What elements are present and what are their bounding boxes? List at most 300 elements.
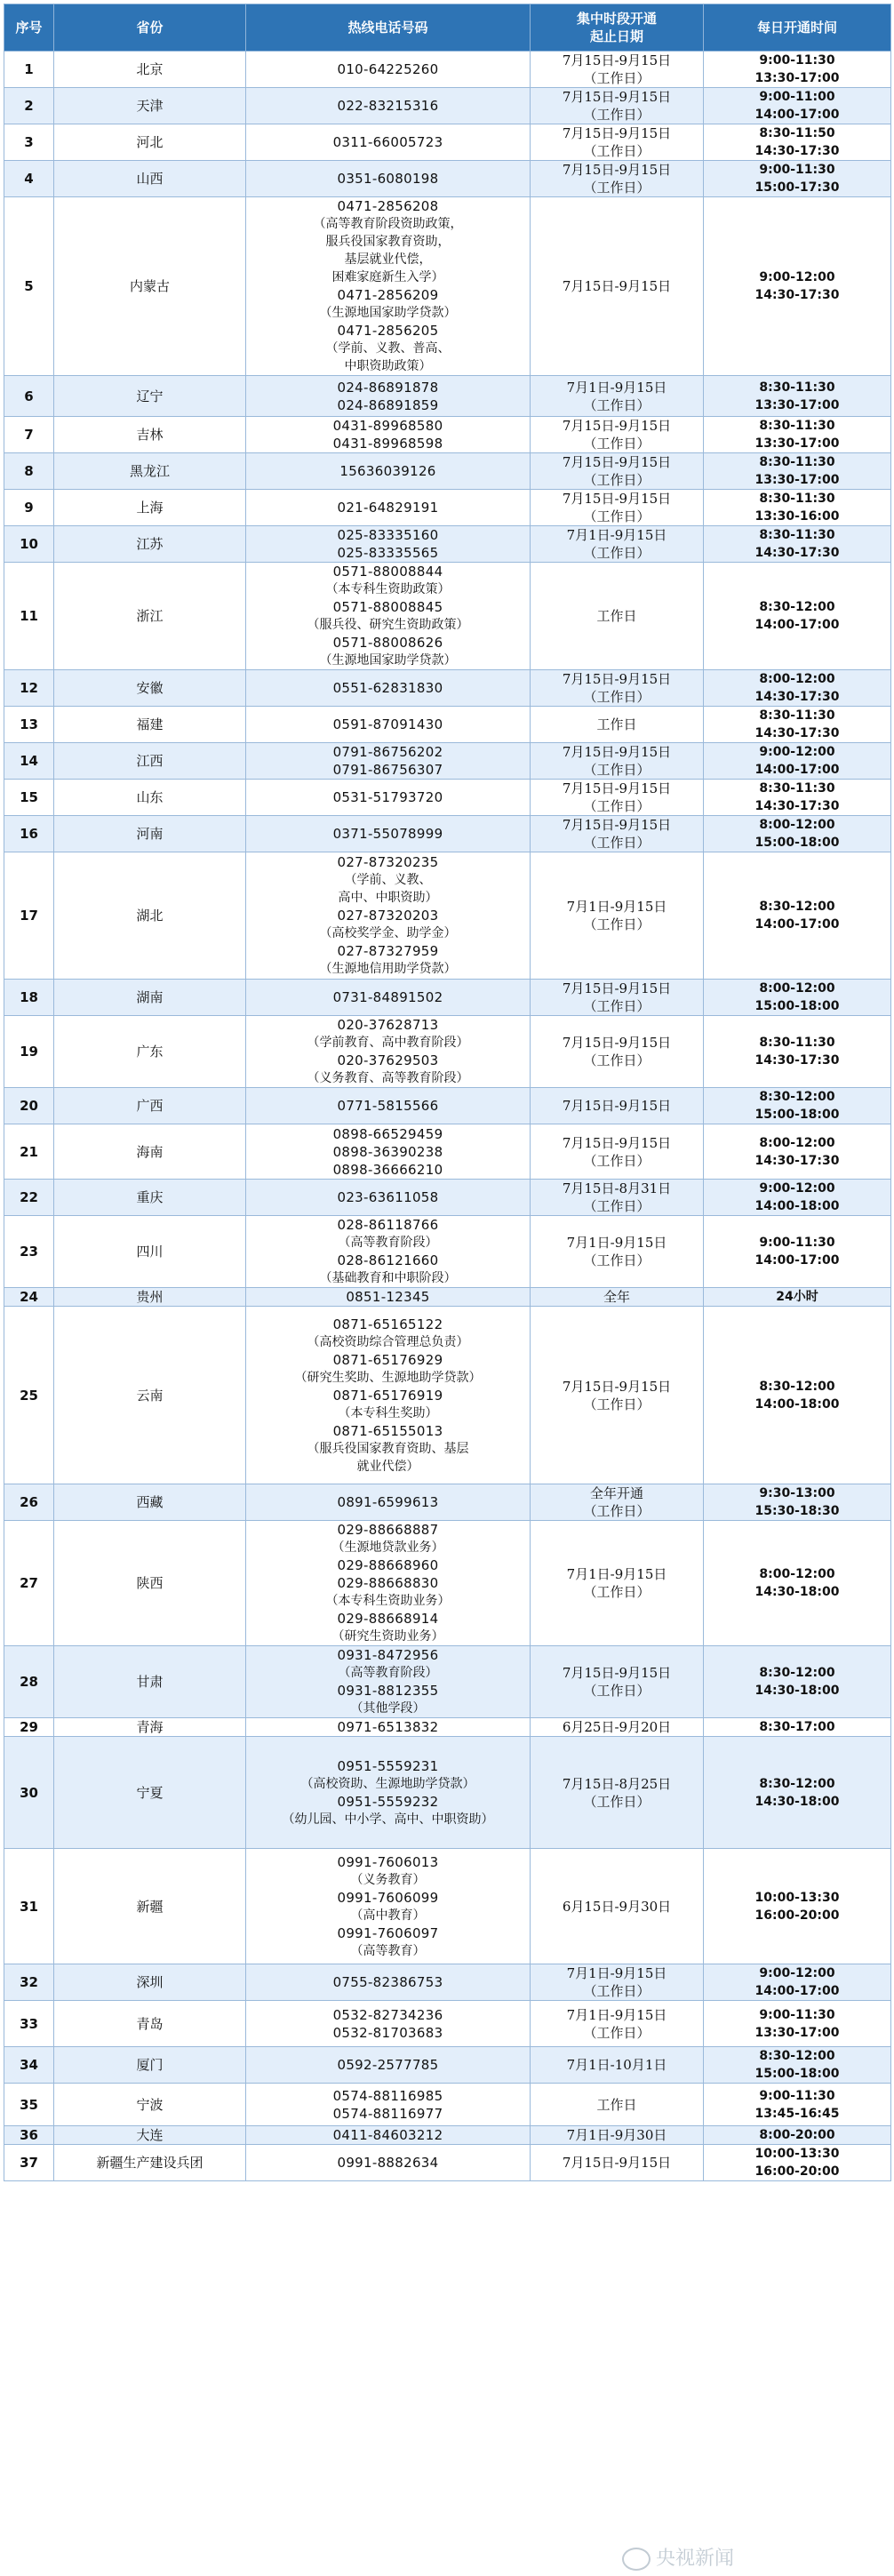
phone-cell-line: 0431-89968580: [332, 418, 443, 434]
phone-cell-line: （学前、义教、普高、: [325, 341, 451, 356]
phone-cell-line: 0891-6599613: [337, 1494, 439, 1510]
phone-cell-line: （研究生奖助、生源地助学贷款）: [294, 1370, 482, 1385]
hours-cell-line: 14:30-17:30: [754, 546, 840, 560]
hours-cell-line: 9:00-11:00: [759, 90, 835, 104]
province-cell: [54, 1180, 246, 1216]
phone-cell-line: （生源地国家助学贷款）: [319, 306, 457, 320]
hours-cell-line: 8:00-12:00: [759, 818, 835, 832]
province-cell: [54, 453, 246, 490]
period-cell-line: （工作日）: [583, 1396, 651, 1412]
period-cell-line: （工作日）: [583, 1584, 651, 1600]
province-cell-line: 新疆: [136, 1898, 164, 1915]
hours-cell-line: 9:00-11:30: [759, 163, 835, 177]
hours-cell-line: 14:30-17:30: [754, 144, 840, 158]
phone-cell-line: 15636039126: [339, 463, 436, 479]
hours-cell: [704, 1964, 891, 2001]
row-number-line: 16: [20, 826, 38, 842]
province-cell: [54, 1124, 246, 1180]
period-cell: [531, 417, 704, 453]
table-row: [4, 526, 891, 563]
phone-cell-line: 027-87327959: [337, 943, 439, 959]
period-cell: [531, 526, 704, 563]
row-number-line: 14: [20, 753, 38, 769]
hours-cell-line: 14:30-17:30: [754, 690, 840, 704]
period-cell-line: （工作日）: [583, 180, 651, 196]
province-cell: [54, 852, 246, 980]
hours-cell-line: 15:00-17:30: [754, 180, 840, 195]
period-cell: [531, 1180, 704, 1216]
phone-cell-line: 0532-81703683: [332, 2024, 443, 2041]
period-cell: [531, 1718, 704, 1737]
row-number-line: 26: [20, 1494, 38, 1510]
phone-cell-line: 0951-5559231: [337, 1757, 439, 1774]
hours-cell-line: 13:30-17:00: [754, 2025, 840, 2040]
period-cell-line: 7月1日-9月15日: [566, 527, 667, 543]
phone-cell-line: 0931-8812355: [337, 1683, 439, 1699]
period-cell-line: 7月15日-9月15日: [562, 162, 672, 178]
province-cell: [54, 2047, 246, 2084]
phone-cell-line: 0371-55078999: [332, 826, 443, 842]
province-cell-line: 新疆生产建设兵团: [96, 2155, 204, 2171]
phone-cell: [246, 1521, 531, 1646]
row-number-line: 37: [20, 2155, 38, 2171]
phone-cell-line: 0574-88116977: [332, 2105, 443, 2122]
table-row: [4, 1484, 891, 1521]
phone-cell-line: 0311-66005723: [332, 134, 443, 150]
row-number-line: 5: [24, 278, 34, 294]
phone-cell: [246, 1484, 531, 1521]
period-cell: [531, 2145, 704, 2181]
hours-cell-line: 14:30-17:30: [754, 799, 840, 813]
hours-cell: [704, 670, 891, 707]
phone-cell: [246, 1216, 531, 1288]
hours-cell: [704, 490, 891, 526]
row-number-line: 33: [20, 2015, 38, 2032]
period-cell-line: 7月15日-9月15日: [562, 454, 672, 470]
hours-cell: [704, 1646, 891, 1718]
table-row: [4, 1216, 891, 1288]
phone-cell-line: 0791-86756202: [332, 744, 443, 760]
row-number: [4, 88, 54, 124]
hours-cell: [704, 1718, 891, 1737]
hours-cell: [704, 453, 891, 490]
province-cell: [54, 743, 246, 780]
period-cell: [531, 1088, 704, 1124]
hours-cell-line: 9:00-12:00: [759, 1181, 835, 1196]
phone-cell-line: 0431-89968598: [332, 436, 443, 452]
period-cell-line: 7月1日-9月15日: [566, 379, 667, 396]
hours-cell: [704, 124, 891, 161]
hours-cell-line: 15:00-18:00: [754, 1108, 840, 1122]
province-cell-line: 贵州: [136, 1289, 164, 1305]
row-number: [4, 526, 54, 563]
row-number-line: 7: [24, 427, 34, 443]
hours-cell: [704, 417, 891, 453]
province-cell-line: 青海: [136, 1719, 164, 1735]
phone-cell-line: （义务教育）: [350, 1872, 426, 1887]
phone-cell-line: （基础教育和中职阶段）: [319, 1271, 457, 1285]
province-cell-line: 湖南: [136, 989, 164, 1005]
table-row: [4, 52, 891, 88]
phone-cell-line: 029-88668914: [337, 1611, 439, 1627]
period-cell-line: （工作日）: [583, 998, 651, 1014]
period-cell: [531, 852, 704, 980]
hours-cell-line: 14:00-17:00: [754, 108, 840, 122]
period-cell-line: 7月15日-9月15日: [562, 1665, 672, 1681]
row-number: [4, 161, 54, 197]
row-number-line: 12: [20, 680, 38, 696]
hours-cell-line: 8:00-12:00: [759, 981, 835, 996]
hours-cell-line: 8:30-11:30: [759, 528, 835, 542]
province-cell: [54, 1737, 246, 1849]
province-cell: [54, 1964, 246, 2001]
hours-cell-line: 15:30-18:30: [754, 1504, 840, 1518]
row-number-line: 9: [24, 500, 34, 516]
row-number: [4, 1964, 54, 2001]
hours-cell: [704, 88, 891, 124]
table-row: [4, 88, 891, 124]
row-number-line: 4: [24, 171, 34, 187]
phone-cell-line: 027-87320235: [337, 854, 439, 870]
period-cell-line: （工作日）: [583, 143, 651, 159]
province-cell: [54, 1088, 246, 1124]
period-cell-line: 6月25日-9月20日: [562, 1719, 672, 1735]
period-cell: [531, 490, 704, 526]
hours-cell: [704, 816, 891, 852]
phone-cell-line: （生源地贷款业务）: [331, 1540, 444, 1555]
row-number: [4, 1216, 54, 1288]
hours-cell-line: 13:30-17:00: [754, 436, 840, 451]
table-row: [4, 2001, 891, 2047]
phone-cell-line: 025-83335565: [337, 545, 439, 561]
period-cell-line: 7月15日-9月15日: [562, 125, 672, 141]
hours-cell-line: 10:00-13:30: [754, 1890, 840, 1905]
phone-cell-line: 服兵役国家教育资助，: [325, 235, 451, 249]
row-number: [4, 376, 54, 417]
hours-cell-line: 8:30-12:00: [759, 1666, 835, 1680]
phone-cell: [246, 2145, 531, 2181]
period-cell-line: （工作日）: [583, 1198, 651, 1214]
table-row: [4, 1521, 891, 1646]
hours-cell-line: 8:30-11:30: [759, 1036, 835, 1050]
row-number: [4, 1484, 54, 1521]
period-cell-line: （工作日）: [583, 2024, 651, 2041]
phone-cell-line: 0851-12345: [346, 1289, 430, 1305]
row-number-line: 36: [20, 2127, 38, 2143]
phone-cell-line: 0531-51793720: [332, 789, 443, 805]
period-cell-line: 7月1日-9月15日: [566, 899, 667, 915]
phone-cell-line: 困难家庭新生入学）: [331, 270, 444, 284]
hours-cell-line: 9:00-11:30: [759, 2007, 835, 2022]
period-cell-line: 7月15日-9月15日: [562, 491, 672, 507]
phone-cell-line: 0592-2577785: [337, 2057, 439, 2073]
hours-cell-line: 8:30-12:00: [759, 900, 835, 914]
table-row: [4, 980, 891, 1016]
phone-cell-line: （学前教育、高中教育阶段）: [307, 1036, 469, 1050]
table-body: [4, 52, 891, 2181]
hours-cell: [704, 526, 891, 563]
table-row: [4, 1124, 891, 1180]
phone-cell-line: 0551-62831830: [332, 680, 443, 696]
phone-cell: [246, 1088, 531, 1124]
row-number: [4, 417, 54, 453]
period-cell: [531, 2126, 704, 2145]
phone-cell: [246, 2047, 531, 2084]
table-row: [4, 2047, 891, 2084]
hours-cell-line: 8:30-11:30: [759, 419, 835, 433]
phone-cell-line: 027-87320203: [337, 908, 439, 924]
phone-cell-line: 0791-86756307: [332, 762, 443, 778]
hours-cell: [704, 1484, 891, 1521]
phone-cell: [246, 490, 531, 526]
row-number: [4, 563, 54, 670]
phone-cell: [246, 1180, 531, 1216]
hours-cell-line: 9:00-12:00: [759, 745, 835, 759]
period-cell-line: （工作日）: [583, 107, 651, 123]
hours-cell: [704, 1016, 891, 1088]
province-cell-line: 大连: [136, 2127, 164, 2143]
hours-cell: [704, 743, 891, 780]
phone-cell: [246, 2001, 531, 2047]
phone-cell-line: （高校奖学金、助学金）: [319, 926, 457, 940]
hours-cell: [704, 707, 891, 743]
hours-cell: [704, 852, 891, 980]
province-cell: [54, 2001, 246, 2047]
hours-cell-line: 14:00-17:00: [754, 618, 840, 632]
row-number-line: 25: [20, 1387, 38, 1404]
hours-cell: [704, 1216, 891, 1288]
hours-cell: [704, 980, 891, 1016]
phone-cell-line: 0771-5815566: [337, 1098, 439, 1114]
phone-cell-line: （本专科生资助业务）: [325, 1594, 451, 1608]
row-number: [4, 1180, 54, 1216]
hotline-table: [4, 4, 891, 2181]
period-cell-line: （工作日）: [583, 689, 651, 705]
table-row: [4, 124, 891, 161]
phone-cell: [246, 1646, 531, 1718]
province-cell: [54, 88, 246, 124]
hours-cell-line: 13:30-17:00: [754, 473, 840, 487]
province-cell-line: 辽宁: [136, 388, 164, 404]
phone-cell: [246, 197, 531, 376]
phone-cell-line: 基层就业代偿，: [344, 252, 432, 267]
phone-cell: [246, 816, 531, 852]
province-cell: [54, 2145, 246, 2181]
phone-cell: [246, 2084, 531, 2126]
table-row: [4, 707, 891, 743]
phone-cell-line: 0471-2856209: [337, 287, 439, 303]
period-cell-line: 全年开通: [589, 1485, 643, 1501]
province-cell-line: 黑龙江: [129, 463, 170, 479]
province-cell-line: 福建: [136, 716, 164, 732]
province-cell-line: 湖北: [136, 908, 164, 924]
row-number-line: 28: [20, 1674, 38, 1690]
header-period-line: 集中时段开通: [576, 11, 657, 27]
province-cell-line: 西藏: [136, 1494, 164, 1510]
phone-cell: [246, 743, 531, 780]
header-period-line: 起止日期: [589, 28, 643, 44]
table-row: [4, 453, 891, 490]
table-row: [4, 376, 891, 417]
phone-cell: [246, 707, 531, 743]
table-row: [4, 197, 891, 376]
phone-cell: [246, 88, 531, 124]
phone-cell-line: 024-86891859: [337, 396, 439, 413]
phone-cell-line: 0871-65155013: [332, 1422, 443, 1439]
table-row: [4, 1646, 891, 1718]
province-cell-line: 河北: [136, 134, 164, 150]
phone-cell-line: 0471-2856205: [337, 323, 439, 339]
header-period: [531, 4, 704, 52]
period-cell-line: 7月15日-9月15日: [562, 980, 672, 996]
phone-cell-line: 0574-88116985: [332, 2087, 443, 2104]
hours-cell-line: 8:00-12:00: [759, 672, 835, 686]
table-row: [4, 1849, 891, 1964]
period-cell-line: 7月1日-10月1日: [566, 2057, 667, 2073]
province-cell: [54, 1288, 246, 1307]
table-header: [4, 4, 891, 52]
province-cell: [54, 1646, 246, 1718]
phone-cell-line: 025-83335160: [337, 527, 439, 543]
period-cell: [531, 1737, 704, 1849]
period-cell-line: 7月15日-8月31日: [562, 1180, 672, 1196]
hours-cell-line: 8:00-12:00: [759, 1567, 835, 1581]
hours-cell: [704, 1307, 891, 1484]
period-cell-line: 7月1日-9月15日: [566, 1566, 667, 1582]
phone-cell-line: 0871-65165122: [332, 1316, 443, 1332]
period-cell-line: 7月1日-9月15日: [566, 2006, 667, 2023]
hours-cell-line: 9:00-11:30: [759, 2088, 835, 2103]
province-cell: [54, 707, 246, 743]
phone-cell-line: 0571-88008845: [332, 599, 443, 615]
hours-cell-line: 8:30-12:00: [759, 1090, 835, 1104]
period-cell-line: 工作日: [596, 716, 637, 732]
row-number-line: 27: [20, 1575, 38, 1591]
period-cell-line: （工作日）: [583, 1503, 651, 1519]
row-number: [4, 670, 54, 707]
row-number-line: 1: [24, 61, 34, 77]
hours-cell: [704, 1849, 891, 1964]
phone-cell: [246, 417, 531, 453]
row-number-line: 32: [20, 1974, 38, 1990]
hours-cell: [704, 1124, 891, 1180]
province-cell-line: 安徽: [136, 680, 164, 696]
watermark-text: 央视新闻: [655, 2548, 734, 2570]
phone-cell-line: 0731-84891502: [332, 989, 443, 1005]
phone-cell-line: （研究生资助业务）: [331, 1629, 444, 1644]
phone-cell-line: 0871-65176919: [332, 1387, 443, 1404]
period-cell: [531, 1124, 704, 1180]
row-number: [4, 816, 54, 852]
period-cell: [531, 1484, 704, 1521]
phone-cell-line: （本专科生资助政策）: [325, 582, 451, 596]
province-cell-line: 宁夏: [136, 1784, 164, 1801]
period-cell-line: 工作日: [596, 2096, 637, 2113]
table-row: [4, 490, 891, 526]
province-cell: [54, 1307, 246, 1484]
row-number-line: 6: [24, 388, 34, 404]
period-cell-line: （工作日）: [583, 472, 651, 488]
period-cell: [531, 376, 704, 417]
province-cell: [54, 980, 246, 1016]
phone-cell-line: 0898-66529459: [332, 1125, 443, 1142]
province-cell: [54, 376, 246, 417]
period-cell-line: （工作日）: [583, 396, 651, 413]
period-cell-line: （工作日）: [583, 508, 651, 524]
watermark: [622, 2543, 734, 2571]
period-cell-line: 7月15日-9月15日: [562, 780, 672, 796]
period-cell: [531, 743, 704, 780]
row-number-line: 31: [20, 1898, 38, 1915]
province-cell-line: 宁波: [136, 2096, 164, 2113]
phone-cell-line: （生源地国家助学贷款）: [319, 653, 457, 668]
phone-cell-line: （高校资助综合管理总负责）: [307, 1334, 469, 1349]
table-row: [4, 1718, 891, 1737]
hours-cell-line: 15:00-18:00: [754, 836, 840, 850]
table-row: [4, 852, 891, 980]
row-number: [4, 1718, 54, 1737]
hours-cell: [704, 1288, 891, 1307]
province-cell: [54, 1521, 246, 1646]
province-cell-line: 云南: [136, 1387, 164, 1404]
row-number: [4, 1849, 54, 1964]
table-row: [4, 780, 891, 816]
province-cell: [54, 670, 246, 707]
table-row: [4, 563, 891, 670]
phone-cell: [246, 1849, 531, 1964]
hours-cell-line: 14:00-17:00: [754, 1984, 840, 1998]
period-cell: [531, 1964, 704, 2001]
row-number-line: 30: [20, 1784, 38, 1801]
header-phone: 热线电话号码: [246, 4, 531, 52]
phone-cell-line: （义务教育、高等教育阶段）: [307, 1071, 469, 1085]
hours-cell-line: 9:00-11:30: [759, 53, 835, 68]
period-cell-line: 7月15日-9月15日: [562, 1098, 672, 1114]
province-cell: [54, 1718, 246, 1737]
hours-cell-line: 14:30-18:00: [754, 1794, 840, 1809]
row-number: [4, 2145, 54, 2181]
phone-cell-line: 020-37629503: [337, 1052, 439, 1068]
table-row: [4, 1307, 891, 1484]
phone-cell: [246, 1307, 531, 1484]
period-cell-line: （工作日）: [583, 798, 651, 814]
hours-cell: [704, 2047, 891, 2084]
province-cell: [54, 417, 246, 453]
phone-cell-line: （高中教育）: [350, 1908, 426, 1923]
row-number-line: 2: [24, 98, 34, 114]
phone-cell: [246, 1016, 531, 1088]
row-number: [4, 980, 54, 1016]
phone-cell: [246, 2126, 531, 2145]
hours-cell-line: 13:45-16:45: [754, 2106, 840, 2121]
phone-cell-line: 0411-84603212: [332, 2127, 443, 2143]
province-cell-line: 厦门: [136, 2057, 164, 2073]
period-cell-line: （工作日）: [583, 1252, 651, 1268]
province-cell-line: 深圳: [136, 1974, 164, 1990]
period-cell: [531, 670, 704, 707]
phone-cell-line: （高等教育阶段资助政策，: [313, 217, 463, 231]
phone-cell-line: 029-88668960: [337, 1557, 439, 1573]
phone-cell-line: 0591-87091430: [332, 716, 443, 732]
phone-cell-line: 029-88668830: [337, 1575, 439, 1591]
province-cell-line: 山西: [136, 171, 164, 187]
hours-cell-line: 14:30-17:30: [754, 1053, 840, 1068]
row-number-line: 8: [24, 463, 34, 479]
hours-cell: [704, 1088, 891, 1124]
phone-cell-line: 0991-7606013: [337, 1853, 439, 1870]
period-cell: [531, 1216, 704, 1288]
phone-cell: [246, 1288, 531, 1307]
